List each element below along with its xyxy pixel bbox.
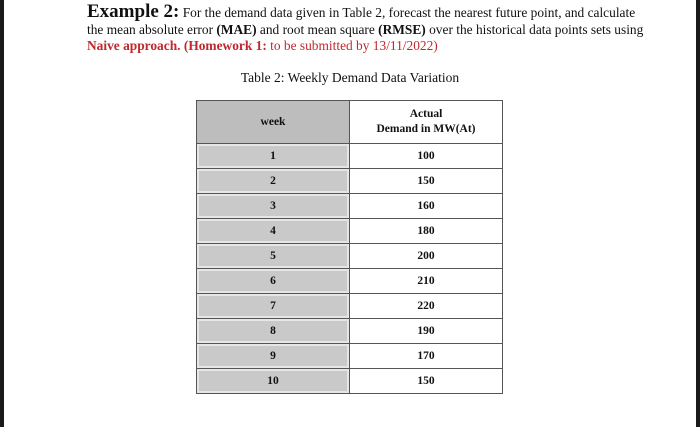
week-cell: 6 bbox=[197, 269, 350, 294]
week-cell: 10 bbox=[197, 369, 350, 394]
homework-note bbox=[184, 38, 438, 53]
demand-cell: 180 bbox=[350, 219, 503, 244]
statement-text-1: For the demand data given in Table 2, forecast the nearest future point, and calculate the mean absolute error bbox=[87, 5, 636, 37]
demand-cell: 190 bbox=[350, 319, 503, 344]
header-demand-line1: Actual bbox=[409, 108, 443, 120]
week-cell: 7 bbox=[197, 294, 350, 319]
table-row bbox=[197, 319, 503, 344]
demand-cell: 150 bbox=[350, 169, 503, 194]
week-cell: 5 bbox=[197, 244, 350, 269]
demand-cell: 210 bbox=[350, 269, 503, 294]
week-cell: 8 bbox=[197, 319, 350, 344]
table-row bbox=[197, 169, 503, 194]
demand-cell: 100 bbox=[350, 144, 503, 169]
week-cell: 9 bbox=[197, 344, 350, 369]
demand-cell: 170 bbox=[350, 344, 503, 369]
week-cell: 1 bbox=[197, 144, 350, 169]
left-border bbox=[0, 0, 4, 427]
statement-text-2: and root mean square bbox=[256, 21, 379, 37]
table-row bbox=[197, 194, 503, 219]
table-row bbox=[197, 294, 503, 319]
table-row bbox=[197, 244, 503, 269]
table-row bbox=[197, 219, 503, 244]
demand-cell: 220 bbox=[350, 294, 503, 319]
week-cell: 3 bbox=[197, 194, 350, 219]
rmse-term: (RMSE) bbox=[378, 21, 426, 37]
header-week: week bbox=[197, 101, 350, 144]
header-demand-line2: Demand in MW(At) bbox=[376, 123, 476, 135]
table-header-row bbox=[197, 101, 503, 144]
right-border bbox=[696, 0, 700, 427]
table-row bbox=[197, 144, 503, 169]
header-demand bbox=[350, 101, 503, 144]
week-cell: 4 bbox=[197, 219, 350, 244]
mae-term: (MAE) bbox=[216, 21, 257, 37]
week-cell: 2 bbox=[197, 169, 350, 194]
homework-deadline: to be submitted by 13/11/2022) bbox=[266, 38, 438, 53]
demand-cell: 160 bbox=[350, 194, 503, 219]
table-row bbox=[197, 269, 503, 294]
homework-label: (Homework 1: bbox=[183, 38, 267, 53]
demand-cell: 200 bbox=[350, 244, 503, 269]
table-row bbox=[197, 369, 503, 394]
statement-text-3: over the historical data points sets using bbox=[425, 21, 644, 37]
example-label: Example 2: bbox=[87, 1, 180, 22]
problem-statement bbox=[87, 1, 647, 55]
table-row bbox=[197, 344, 503, 369]
naive-approach: Naive approach. bbox=[87, 38, 181, 53]
table-caption: Table 2: Weekly Demand Data Variation bbox=[240, 70, 460, 85]
demand-table bbox=[196, 100, 503, 394]
table-body bbox=[197, 144, 503, 394]
demand-cell: 150 bbox=[350, 369, 503, 394]
